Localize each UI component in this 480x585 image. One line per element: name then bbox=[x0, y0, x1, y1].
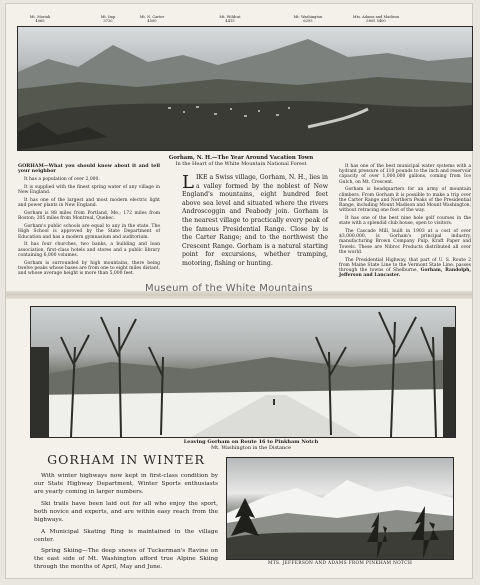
paragraph: With winter highways now kept in first-class condition by our State Highway Department, Winter Sports enthusiasts are yearly coming in larger numbers. bbox=[34, 473, 218, 496]
paragraph: Spring Skiing—The deep snows of Tuckerman's Ravine on the east side of Mt. Washington afford true Alpine Skiing through the months of April, May and June. bbox=[34, 548, 218, 571]
paragraph: It is supplied with the finest spring water of any village in New England. bbox=[18, 185, 160, 196]
winter-road-photo bbox=[30, 306, 456, 438]
winter-column bbox=[34, 472, 218, 575]
facts-heading: GORHAM—What you should know about it and tell your neighbor bbox=[18, 163, 160, 175]
museum-watermark: Museum of the White Mountains bbox=[145, 283, 313, 294]
bottom-photo-caption: MTS. JEFFERSON AND ADAMS FROM PINKHAM NOTCH bbox=[267, 561, 413, 566]
mountains-photo bbox=[226, 457, 454, 560]
facts-column bbox=[18, 164, 160, 279]
valley-panorama-photo bbox=[17, 26, 473, 151]
paragraph: Gorham is 88 miles from Portland, Me.; 172 miles from Boston; 205 miles from Montreal, Quebec. bbox=[18, 211, 160, 222]
paragraph: A Municipal Skating Ring is maintained in the village center. bbox=[34, 528, 218, 543]
peak-label: Mt. Washington 6293 bbox=[293, 15, 323, 24]
paragraph: It has one of the best nine hole golf courses in the state with a splendid club house, open to visitors. bbox=[339, 216, 471, 227]
paragraph: Gorham is surrounded by high mountains, there being twelve peaks whose bases are from one to eight miles distant, and whose average height is more than 5,000 feet. bbox=[18, 260, 160, 277]
paragraph: Gorham's public schools are equal to any in the state. The High School is approved by the State Department of Education and has a modern gymnasium and auditorium. bbox=[18, 224, 160, 240]
peak-label: Mt. Imp 3720 bbox=[100, 15, 116, 24]
peak-label: Mt. Wildcat 4415 bbox=[219, 15, 241, 24]
paragraph: It has one of the largest and most modern electric light and power plants in New England. bbox=[18, 198, 160, 209]
peak-label: Mts. Adams and Madison 5805 5400 bbox=[352, 15, 400, 24]
paragraph: It has one of the best municipal water systems with a hydrant pressure of 110 pounds to the inch and reservoir capacity of over 1,000,000 gallons, coming from Ice Gulch, on Mt. Crescent. bbox=[339, 164, 471, 185]
paragraph: Ski trails have been laid out for all who enjoy the sport, both novice and experts, and are within easy reach from the highways. bbox=[34, 500, 218, 523]
peak-label: Mt. Moriah 4065 bbox=[29, 15, 51, 24]
paragraph: It has four churches, two banks, a building and loan association, first-class hotels and stores and a public library containing 6,000 volumes. bbox=[18, 242, 160, 258]
paragraph: The Presidential Highway, that part of U. S. Route 2 from Maine State Line to the Vermont State Line, passes through the towns of Shelburne, Gorham, Randolph, Jefferson and Lancaster. bbox=[339, 257, 471, 279]
paragraph: The Cascade Mill, built in 1903 at a cost of over $3,000,000, is Gorham's principal industry, manufacturing Brown Company Pulp, Kraft Paper and Towels. These are Nibroc Products distributed all over the world. bbox=[339, 229, 471, 255]
brochure-page bbox=[6, 4, 472, 578]
middle-photo-caption: Leaving Gorham on Route 16 to Pinkham Notch Mt. Washington in the Distance bbox=[183, 439, 319, 451]
winter-heading: GORHAM IN WINTER bbox=[47, 452, 205, 467]
paragraph: It has a population of over 2,000. bbox=[24, 177, 100, 183]
top-photo-caption: Gorham, N. H.—The Year Around Vacation Town In the Heart of the White Mountain National Forest bbox=[168, 155, 314, 167]
intro-column bbox=[182, 174, 328, 271]
drop-cap: L bbox=[182, 172, 194, 193]
intro-text: IKE a Swiss village, Gorham, N. H., lies in a valley formed by the noblest of New England's mountains, eight hundred feet above sea level and situated where the rivers Androscoggin and Peabody join. Gorham is the nearest village to practically every peak of the famous Presidential Range. Close by is the Carter Range; and to the northwest the Crescent Range. Gorham is a natural starting point for excursions, whether tramping, motoring, fishing or hunting. bbox=[182, 174, 328, 267]
paragraph: Gorham is headquarters for an army of mountain climbers. From Gorham it is possible to make a trip over the Carter Range and Northern Peaks of the Presidential Range, including Mount Madison and Mount Washington, without retracing one foot of the way. bbox=[339, 187, 471, 214]
details-column bbox=[339, 164, 471, 281]
peak-label: Mt. N. Carter 4500 bbox=[139, 15, 165, 24]
